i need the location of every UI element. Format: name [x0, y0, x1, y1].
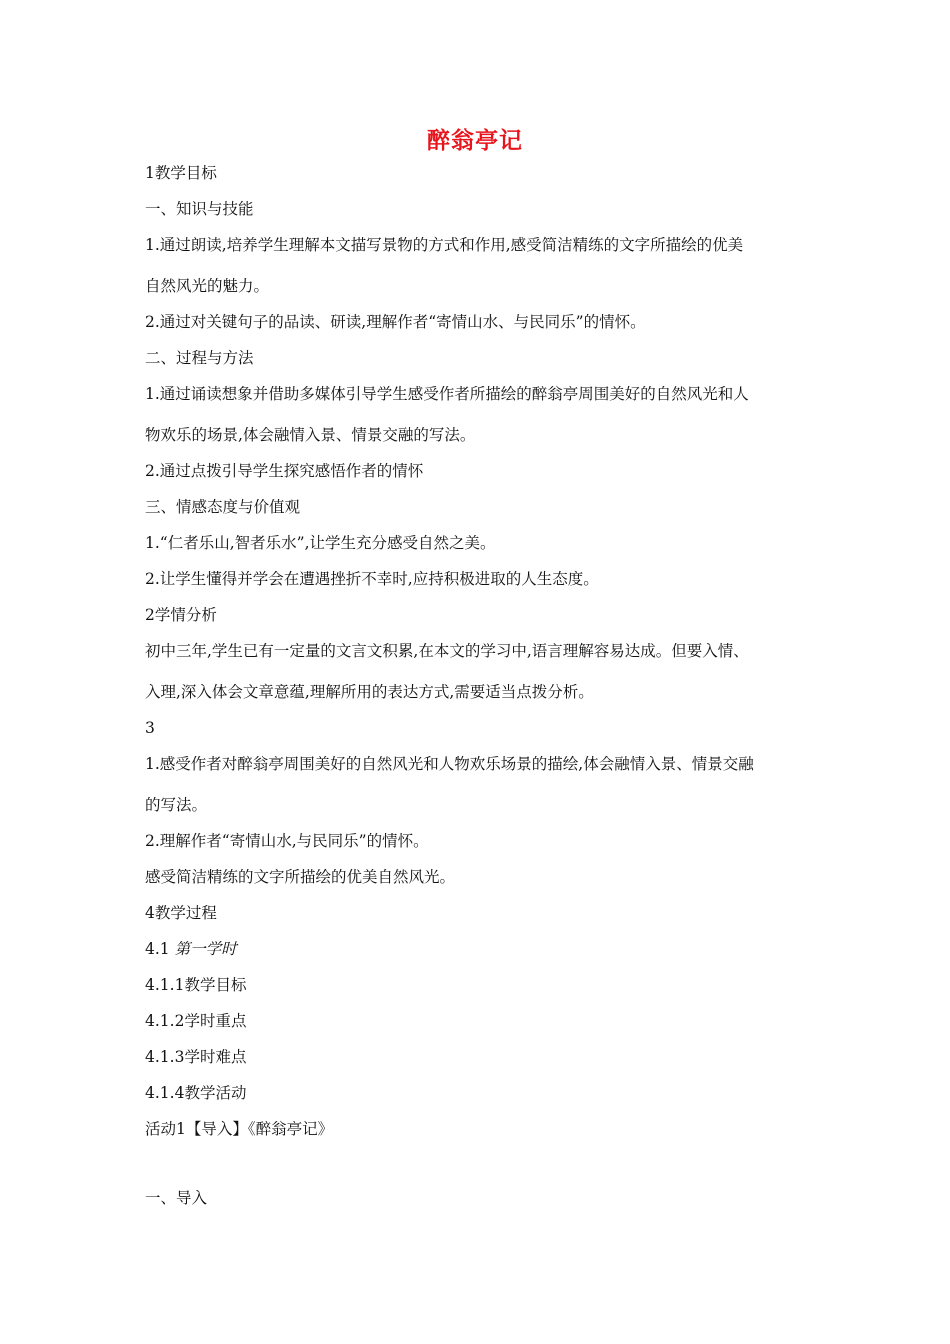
- paragraph-line: 感受简洁精练的文字所描绘的优美自然风光。: [145, 868, 456, 886]
- subsection-heading: 二、过程与方法: [145, 349, 254, 367]
- section-number: 4.1: [145, 940, 175, 958]
- subsection-heading: 4.1.1教学目标: [145, 976, 247, 994]
- paragraph-line: 1.“仁者乐山,智者乐水”,让学生充分感受自然之美。: [145, 534, 496, 552]
- paragraph-line: 1.感受作者对醉翁亭周围美好的自然风光和人物欢乐场景的描绘,体会融情入景、情景交融: [145, 755, 754, 773]
- section-heading: 3: [145, 719, 155, 737]
- section-heading: 2学情分析: [145, 606, 217, 624]
- subsection-heading: 4.1.4教学活动: [145, 1084, 247, 1102]
- section-heading: 4教学过程: [145, 904, 217, 922]
- section-heading: 1教学目标: [145, 164, 217, 182]
- subsection-heading: 一、知识与技能: [145, 200, 254, 218]
- subsection-heading: 三、情感态度与价值观: [145, 498, 301, 516]
- document-title: 醉翁亭记: [427, 128, 523, 154]
- subsection-heading: [145, 939, 825, 959]
- subsection-heading: 4.1.3学时难点: [145, 1048, 247, 1066]
- paragraph-line: 初中三年,学生已有一定量的文言文积累,在本文的学习中,语言理解容易达成。但要入情、: [145, 642, 749, 660]
- paragraph-line: 一、导入: [145, 1189, 208, 1207]
- paragraph-line: 2.通过点拨引导学生探究感悟作者的情怀: [145, 462, 424, 480]
- paragraph-line: 物欢乐的场景,体会融情入景、情景交融的写法。: [145, 426, 476, 444]
- paragraph-line: 1.通过诵读想象并借助多媒体引导学生感受作者所描绘的醉翁亭周围美好的自然风光和人: [145, 385, 749, 403]
- activity-heading: 活动1【导入】《醉翁亭记》: [145, 1120, 334, 1138]
- paragraph-line: 2.通过对关键句子的品读、研读,理解作者“寄情山水、与民同乐”的情怀。: [145, 313, 646, 331]
- paragraph-line: 1.通过朗读,培养学生理解本文描写景物的方式和作用,感受简洁精练的文字所描绘的优美: [145, 236, 744, 254]
- lesson-label: 第一学时: [174, 940, 237, 958]
- subsection-heading: 4.1.2学时重点: [145, 1012, 247, 1030]
- paragraph-line: 2.理解作者“寄情山水,与民同乐”的情怀。: [145, 832, 429, 850]
- paragraph-line: 自然风光的魅力。: [145, 277, 270, 295]
- paragraph-line: 2.让学生懂得并学会在遭遇挫折不幸时,应持积极进取的人生态度。: [145, 570, 599, 588]
- paragraph-line: 的写法。: [145, 796, 208, 814]
- paragraph-line: 入理,深入体会文章意蕴,理解所用的表达方式,需要适当点拨分析。: [145, 683, 594, 701]
